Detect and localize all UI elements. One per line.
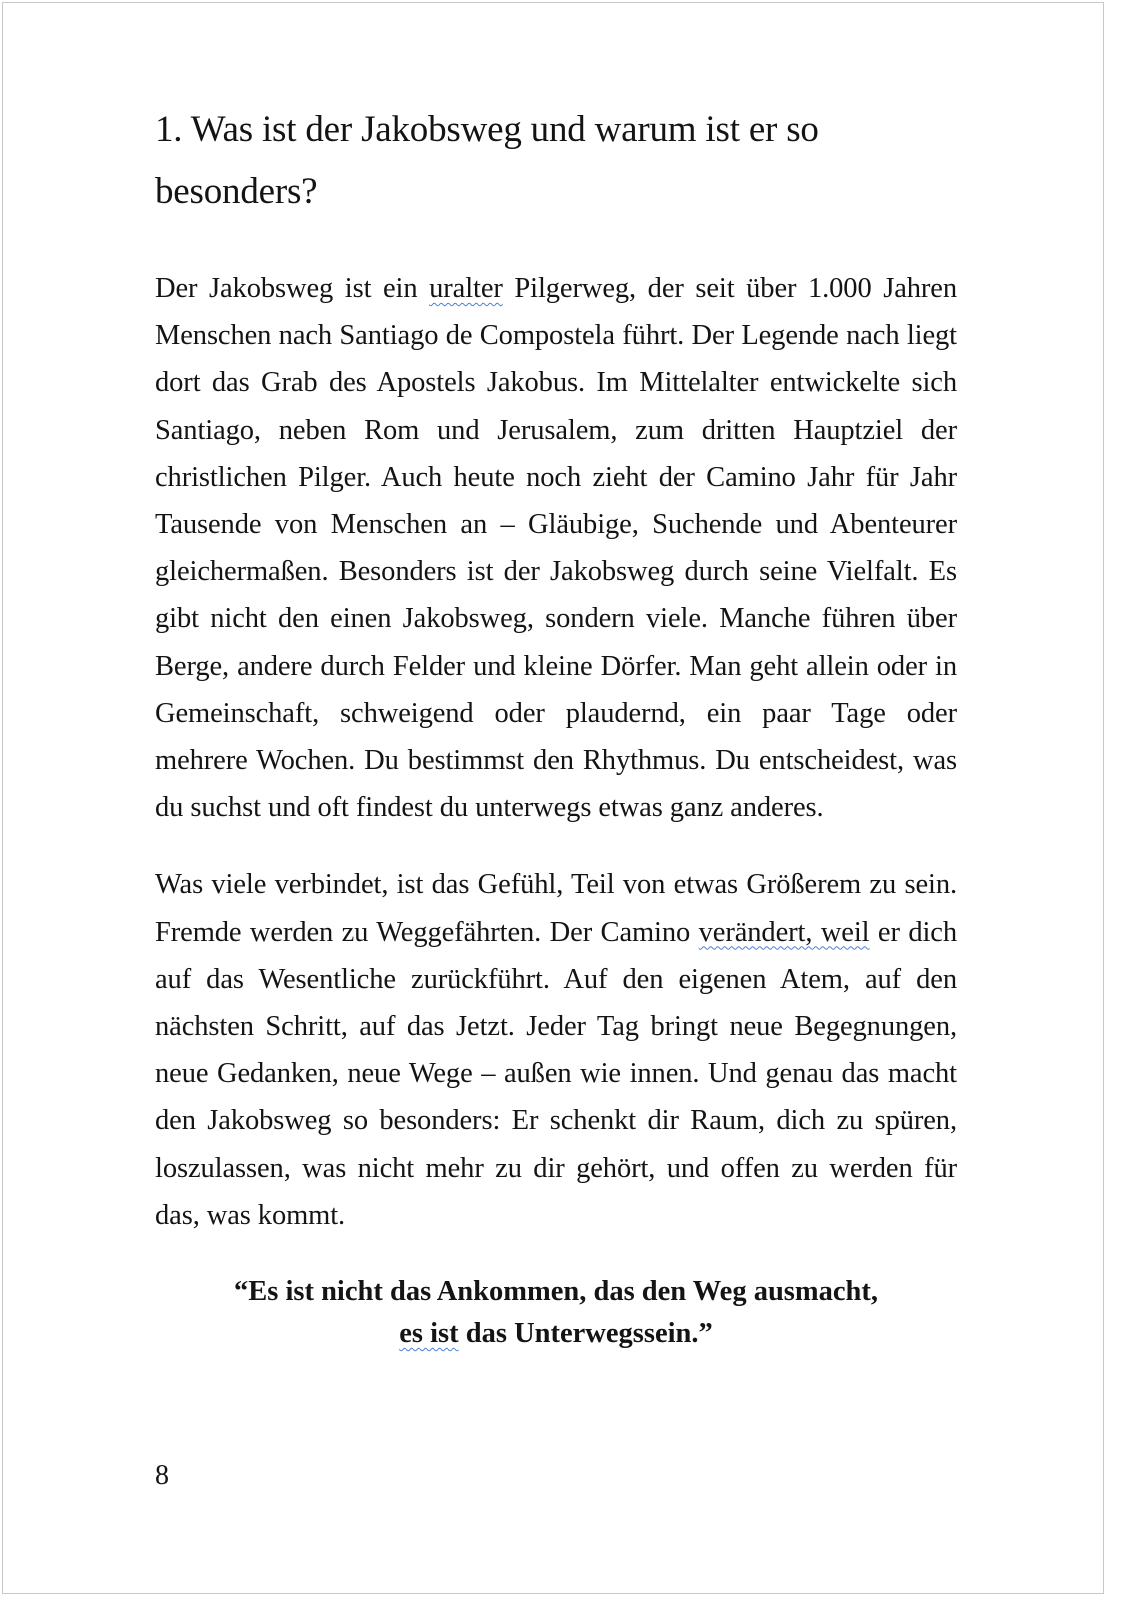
body-paragraph-1 [155,265,957,831]
paragraph-text: Der Jakobsweg ist ein [155,273,430,304]
paragraph-text: Was viele verbindet, ist das Gefühl, Teil von etwas Größerem zu sein. Fremde werden zu Weggefährten. Der Camino [155,869,957,948]
page-content [155,99,957,1355]
body-paragraph-2 [155,861,957,1239]
pull-quote [155,1271,957,1355]
spellcheck-marked-phrase[interactable]: verändert, weil [698,916,870,948]
paragraph-text: er dich auf das Wesentliche zurückführt. Auf den eigenen Atem, auf den nächsten Schritt, auf das Jetzt. Jeder Tag bringt neue Begegnungen, neue Gedanken, neue Wege – außen wie innen. Und genau das macht den Jakobsweg so besonders: Er schenkt dir Raum, dich zu spüren, loszulassen, was nicht mehr zu dir gehört, und offen zu werden für das, was kommt. [155,916,957,1231]
spellcheck-marked-phrase[interactable]: es ist [399,1318,459,1350]
quote-text: das Unterwegssein.” [458,1318,713,1350]
document-page [2,2,1104,1594]
spellcheck-marked-word[interactable]: uralter [429,273,503,304]
quote-line-1: “Es ist nicht das Ankommen, das den Weg ausmacht, [233,1276,879,1308]
quote-line-2 [155,1313,957,1355]
page-number: 8 [155,1460,169,1491]
paragraph-text: Pilgerweg, der seit über 1.000 Jahren Menschen nach Santiago de Compostela führt. Der Legende nach liegt dort das Grab des Apostels Jakobus. Im Mittelalter entwickelte sich Santiago, neben Rom und Jerusalem, zum dritten Hauptziel der christlichen Pilger. Auch heute noch zieht der Camino Jahr für Jahr Tausende von Menschen an – Gläubige, Suchende und Abenteurer gleichermaßen. Besonders ist der Jakobsweg durch seine Vielfalt. Es gibt nicht den einen Jakobsweg, sondern viele. Manche führen über Berge, andere durch Felder und kleine Dörfer. Man geht allein oder in Gemeinschaft, schweigend oder plaudernd, ein paar Tage oder mehrere Wochen. Du bestimmst den Rhythmus. Du entscheidest, was du suchst und oft findest du unterwegs etwas ganz anderes. [155,273,957,824]
chapter-title: 1. Was ist der Jakobsweg und warum ist er so besonders? [155,109,819,212]
